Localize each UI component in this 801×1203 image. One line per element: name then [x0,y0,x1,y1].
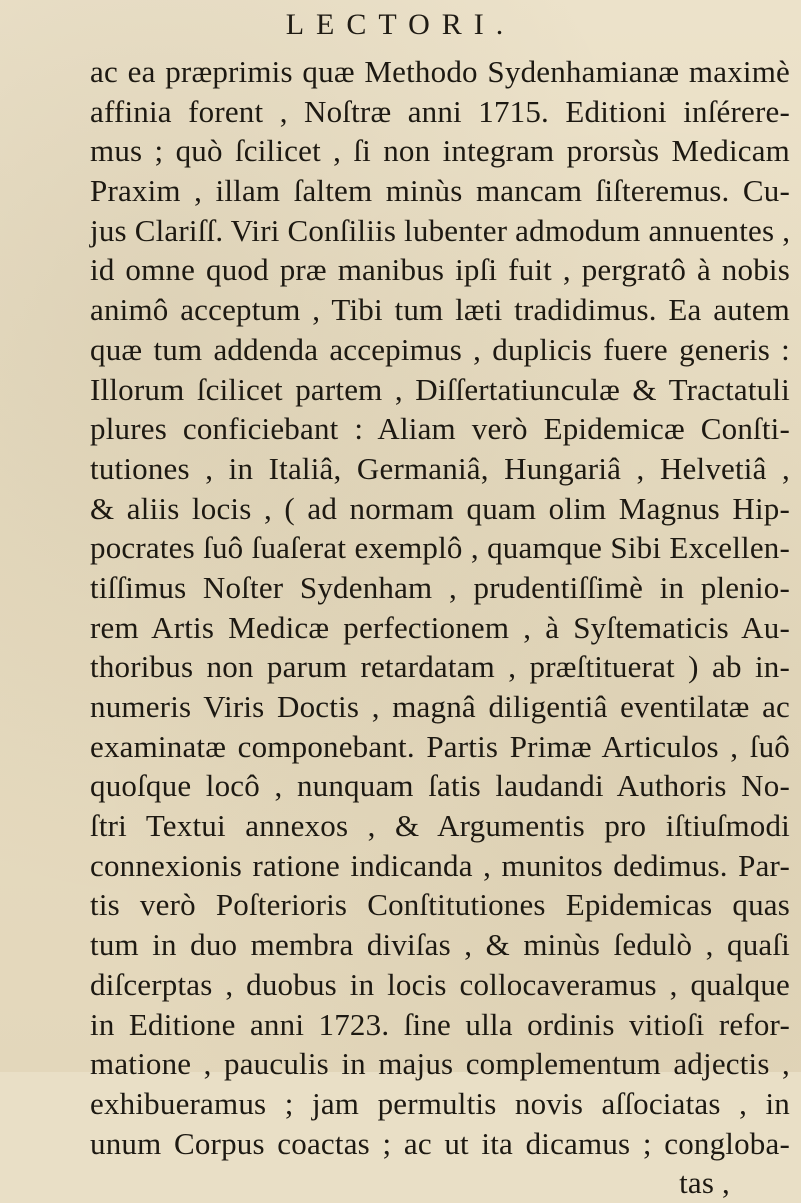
text-line: jus Clariſſ. Viri Conſiliis lubenter admodum annuentes , [90,212,791,248]
text-line: id omne quod præ manibus ipſi fuit , pergratô à nobis [90,252,790,288]
text-line: matione , pauculis in majus complementum adjectis , [90,1046,790,1082]
catchword: tas , [679,1165,730,1201]
text-line: exhibueramus ; jam permultis novis aſſociatas , in [90,1085,790,1121]
text-line: pocrates ſuô ſuaſerat exemplô , quamque Sibi Excellen- [90,530,790,566]
text-line: tum in duo membra diviſas , & minùs ſedulò , quaſi [90,927,790,963]
text-line: quæ tum addenda accepimus , duplicis fuere generis : [90,331,790,367]
text-line: affinia forent , Noſtræ anni 1715. Editioni inſérere- [90,93,790,129]
text-line: plures conficiebant : Aliam verò Epidemicæ Conſti- [90,411,790,447]
text-line: ac ea præprimis quæ Methodo Sydenhamianæ maximè [90,54,790,89]
text-line: tis verò Poſterioris Conſtitutiones Epidemicas quas [90,887,790,923]
text-line: tutiones , in Italiâ, Germaniâ, Hungariâ , Helvetiâ , [90,450,790,486]
text-line: Praxim , illam ſaltem minùs mancam ſiſteremus. Cu- [90,173,790,209]
text-line: animô acceptum , Tibi tum læti tradidimus. Ea autem [90,292,790,328]
text-line: thoribus non parum retardatam , præſtituerat ) ab in- [90,649,790,685]
text-line: numeris Viris Doctis , magnâ diligentiâ eventilatæ ac [90,689,790,724]
text-line: ſtri Textui annexos , & Argumentis pro iſtiuſmodi [90,808,790,844]
text-line: examinatæ componebant. Partis Primæ Articulos , ſuô [90,728,790,764]
text-line: rem Artis Medicæ perfectionem , à Syſtematicis Au- [90,609,790,645]
body-text [90,52,790,1203]
text-line: mus ; quò ſcilicet , ſi non integram prorsùs Medicam [90,133,790,169]
text-line: diſcerptas , duobus in locis collocaveramus , qualque [90,966,790,1002]
text-line: unum Corpus coactas ; ac ut ita dicamus ; congloba- [90,1125,790,1161]
text-line: & aliis locis , ( ad normam quam olim Magnus Hip- [90,490,790,526]
text-line: Illorum ſcilicet partem , Diſſertatiunculæ & Tractatuli [90,371,790,407]
text-line: in Editione anni 1723. ſine ulla ordinis vitioſi refor- [90,1006,790,1042]
text-line: connexionis ratione indicanda , munitos dedimus. Par- [90,847,790,883]
running-head: LECTORI. [285,8,516,41]
text-line: tiſſimus Noſter Sydenham , prudentiſſimè in plenio- [90,569,790,605]
text-line: quoſque locô , nunquam ſatis laudandi Authoris No- [90,768,790,804]
